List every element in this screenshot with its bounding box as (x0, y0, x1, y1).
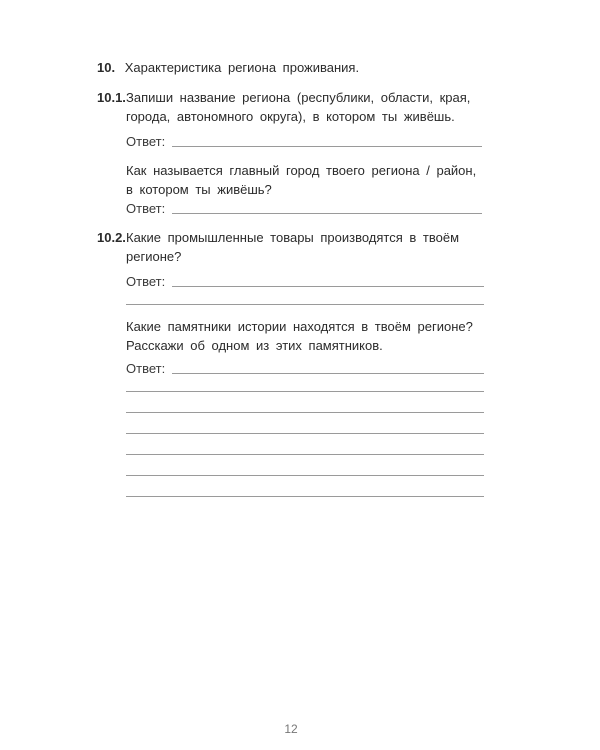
answer-line[interactable] (126, 391, 484, 392)
task-10-1-question-2-line-2: в котором ты живёшь? (126, 182, 272, 197)
answer-line[interactable] (126, 412, 484, 413)
task-10-1-question (126, 88, 482, 126)
task-10-2-answer-2-row (126, 361, 165, 377)
task-10-2-question-2-line-2: Расскажи об одном из этих памятников. (126, 338, 383, 353)
answer-line[interactable] (126, 496, 484, 497)
task-10-2-question-line-2: регионе? (126, 249, 182, 264)
page-number: 12 (284, 722, 298, 736)
task-10-title (97, 59, 359, 76)
task-10-2-question-2-line-1: Какие памятники истории находятся в твоём регионе? (126, 319, 473, 334)
task-10-1-question-2-line-1: Как называется главный город твоего региона / район, (126, 163, 477, 178)
answer-label: Ответ: (126, 134, 166, 149)
task-10-1-answer-row (126, 134, 165, 150)
answer-label: Ответ: (126, 201, 166, 216)
task-10-1-question-line-2: города, автономного округа), в котором ты живёшь. (126, 109, 455, 124)
task-10-title-text: Характеристика региона проживания. (124, 60, 360, 75)
answer-line[interactable] (126, 304, 484, 305)
task-10-1-answer-2-row (126, 201, 165, 217)
answer-line[interactable] (172, 146, 482, 147)
task-10-2-question (126, 228, 482, 266)
answer-line[interactable] (172, 286, 484, 287)
task-10-1-question-line-1: Запиши название региона (республики, области, края, (126, 90, 471, 105)
answer-label: Ответ: (126, 361, 166, 376)
answer-line[interactable] (126, 433, 484, 434)
task-10-1-number: 10.1. (97, 90, 126, 105)
task-10-2-question-2-text (126, 317, 482, 355)
task-10-1-question-2-text (126, 161, 482, 199)
task-10-number: 10. (97, 60, 116, 75)
answer-line[interactable] (172, 373, 484, 374)
answer-line[interactable] (172, 213, 482, 214)
task-10-2-answer-row (126, 274, 165, 290)
answer-line[interactable] (126, 454, 484, 455)
answer-line[interactable] (126, 475, 484, 476)
task-10-2-number: 10.2. (97, 230, 126, 245)
task-10-2-question-line-1: Какие промышленные товары производятся в твоём (126, 230, 460, 245)
answer-label: Ответ: (126, 274, 166, 289)
